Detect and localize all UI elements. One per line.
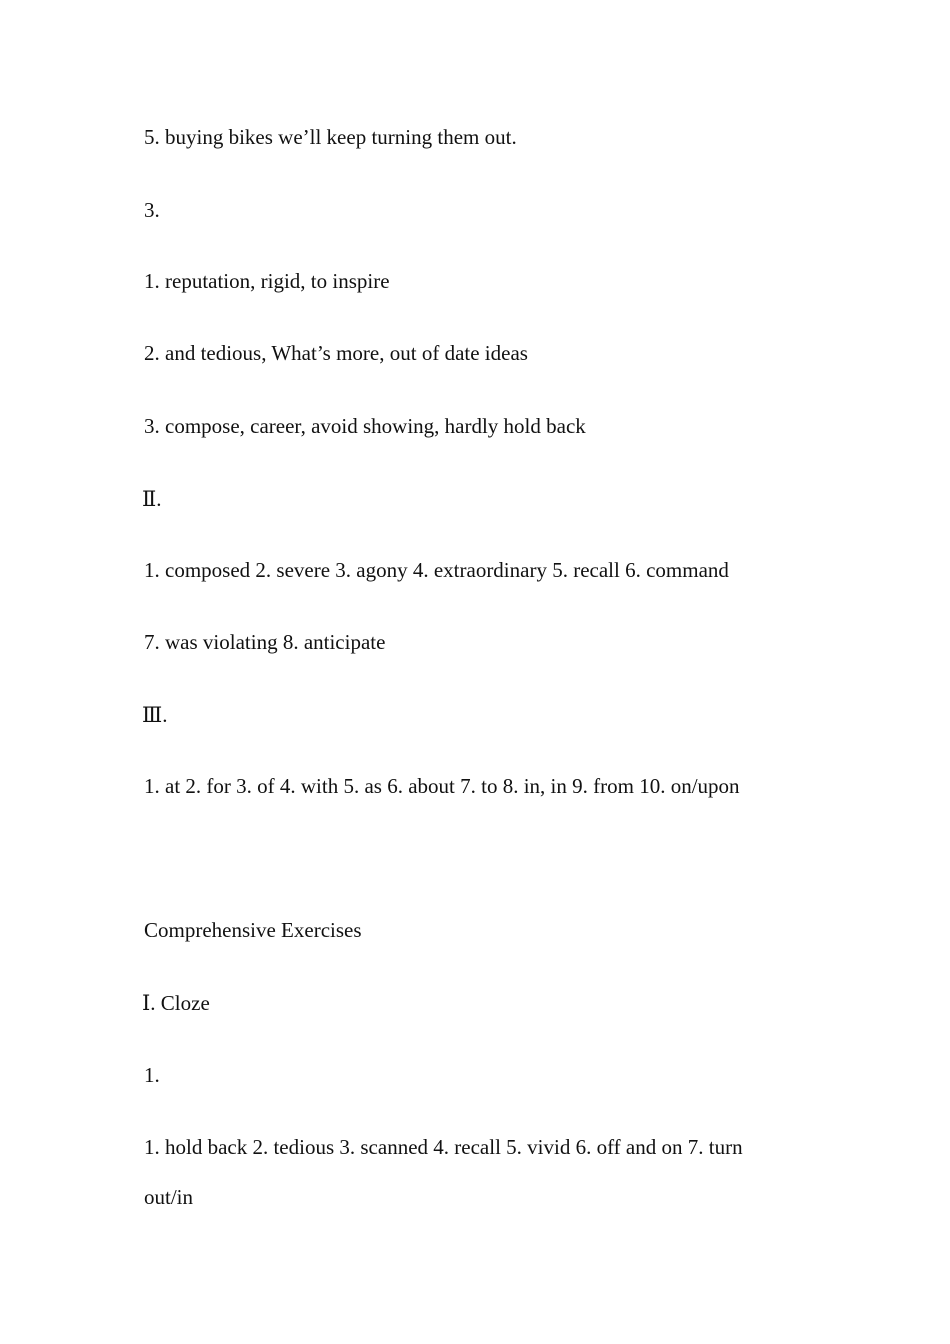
cloze-heading: Ⅰ. Cloze bbox=[142, 991, 210, 1015]
answer-line: 5. buying bikes we’ll keep turning them out. bbox=[144, 125, 517, 149]
section-number: 1. bbox=[144, 1063, 160, 1087]
section-number: 3. bbox=[144, 198, 160, 222]
answer-line: 7. was violating 8. anticipate bbox=[144, 630, 386, 654]
answer-line: 1. reputation, rigid, to inspire bbox=[144, 269, 390, 293]
answer-line: 1. composed 2. severe 3. agony 4. extraordinary 5. recall 6. command bbox=[144, 558, 729, 582]
section-heading-ii: Ⅱ. bbox=[142, 487, 162, 511]
answer-line: 2. and tedious, What’s more, out of date ideas bbox=[144, 341, 528, 365]
comprehensive-exercises-heading: Comprehensive Exercises bbox=[144, 918, 362, 942]
section-heading-iii: Ⅲ. bbox=[142, 703, 168, 727]
answer-line: 1. hold back 2. tedious 3. scanned 4. recall 5. vivid 6. off and on 7. turn out/in bbox=[144, 1135, 743, 1209]
answer-line: 1. at 2. for 3. of 4. with 5. as 6. about 7. to 8. in, in 9. from 10. on/upon bbox=[144, 774, 740, 798]
answer-line: 3. compose, career, avoid showing, hardly hold back bbox=[144, 414, 586, 438]
